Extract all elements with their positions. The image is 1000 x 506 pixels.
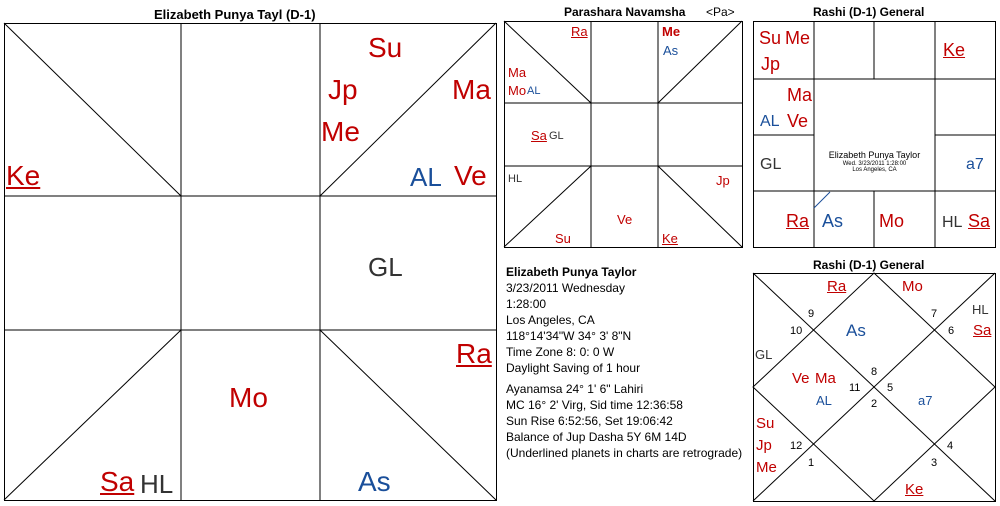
house-number: 1 <box>808 457 815 469</box>
rs-special-al: AL <box>760 113 780 130</box>
rn-planet-me: Me <box>756 459 777 476</box>
house-number: 10 <box>790 325 803 337</box>
rn-planet-sa: Sa <box>973 322 992 339</box>
rashi-square-title: Rashi (D-1) General <box>813 5 925 19</box>
planet-ra: Ra <box>456 338 492 369</box>
birth-place: Los Angeles, CA <box>506 313 595 327</box>
house-number: 11 <box>849 382 861 394</box>
nav-planet-ke: Ke <box>662 231 678 246</box>
ascendant-as: As <box>358 466 391 497</box>
rs-planet-sa: Sa <box>968 211 991 231</box>
rn-planet-jp: Jp <box>756 437 772 454</box>
rn-special-al: AL <box>816 393 832 408</box>
navamsha-title: Parashara Navamsha <box>564 5 686 19</box>
birth-time: 1:28:00 <box>506 297 547 311</box>
rs-planet-ma: Ma <box>787 85 813 105</box>
rn-planet-ma: Ma <box>815 370 836 387</box>
rn-planet-su: Su <box>756 415 775 432</box>
planet-ve: Ve <box>454 160 487 191</box>
special-point-gl: GL <box>368 252 403 282</box>
rs-special-a7: a7 <box>966 156 984 173</box>
nav-planet-mo: Mo <box>508 83 527 98</box>
rn-ascendant-as: As <box>846 321 866 340</box>
sun-rise-set: Sun Rise 6:52:56, Set 19:06:42 <box>506 414 673 428</box>
house-number: 12 <box>790 440 803 452</box>
nav-special-hl: HL <box>508 173 523 185</box>
planet-me: Me <box>321 116 360 147</box>
rs-center-info <box>814 150 935 173</box>
planet-jp: Jp <box>328 74 358 105</box>
rs-planet-me: Me <box>785 28 811 48</box>
rashi-north-title: Rashi (D-1) General <box>813 258 925 272</box>
house-number: 6 <box>948 325 955 337</box>
rn-special-gl: GL <box>755 347 773 362</box>
birth-name: Elizabeth Punya Taylor <box>506 265 637 279</box>
house-number: 8 <box>871 366 878 378</box>
nav-special-gl: GL <box>549 130 564 142</box>
rs-special-gl: GL <box>760 156 782 173</box>
rs-ascendant-as: As <box>822 211 844 231</box>
rs-planet-ra: Ra <box>786 211 810 231</box>
main-chart-title: Elizabeth Punya Tayl (D-1) <box>154 7 316 22</box>
nav-planet-sa: Sa <box>531 128 547 143</box>
rs-planet-ve: Ve <box>787 111 809 131</box>
birth-timezone: Time Zone 8: 0: 0 W <box>506 345 615 359</box>
rs-center-place: Los Angeles, CA <box>852 167 897 173</box>
planet-sa: Sa <box>100 466 135 497</box>
mc-sidtime: MC 16° 2' Virg, Sid time 12:36:58 <box>506 398 683 412</box>
rs-planet-mo: Mo <box>879 211 905 231</box>
planet-mo: Mo <box>229 382 268 413</box>
rs-center-datetime: Wed. 3/23/2011 1:28:00 <box>842 161 907 167</box>
nav-planet-su: Su <box>555 231 571 246</box>
rn-special-hl: HL <box>972 302 989 317</box>
planet-su: Su <box>368 32 403 63</box>
house-number: 3 <box>931 457 938 469</box>
nav-planet-ra: Ra <box>571 24 588 39</box>
rs-planet-su: Su <box>759 28 782 48</box>
nav-planet-ve: Ve <box>617 212 633 227</box>
nav-planet-jp: Jp <box>716 173 730 188</box>
navamsha-tag: <Pa> <box>706 5 735 19</box>
birth-dst: Daylight Saving of 1 hour <box>506 361 641 375</box>
planet-ke: Ke <box>6 160 41 191</box>
rn-planet-ke: Ke <box>905 481 924 498</box>
nav-special-al: AL <box>527 85 541 97</box>
nav-planet-ma: Ma <box>508 65 527 80</box>
birth-coords: 118°14'34"W 34° 3' 8"N <box>506 329 632 343</box>
rs-center-name: Elizabeth Punya Taylor <box>828 150 921 160</box>
house-number: 5 <box>887 382 894 394</box>
dasha-balance: Balance of Jup Dasha 5Y 6M 14D <box>506 430 687 444</box>
birth-date: 3/23/2011 Wednesday <box>506 281 625 295</box>
special-point-al: AL <box>410 162 442 192</box>
house-number: 7 <box>931 308 938 320</box>
rs-planet-ke: Ke <box>943 40 966 60</box>
rn-planet-ve: Ve <box>792 370 810 387</box>
nav-ascendant-as: As <box>663 43 679 58</box>
nav-planet-me: Me <box>662 24 681 39</box>
planet-ma: Ma <box>452 74 491 105</box>
special-point-hl: HL <box>140 469 174 499</box>
rn-special-a7: a7 <box>918 393 933 408</box>
rn-planet-ra: Ra <box>827 278 847 295</box>
house-number: 4 <box>947 440 954 452</box>
rs-special-hl: HL <box>942 214 963 231</box>
ayanamsa: Ayanamsa 24° 1' 6" Lahiri <box>506 382 644 396</box>
rs-planet-jp: Jp <box>761 54 781 74</box>
house-number: 2 <box>871 398 878 410</box>
house-number: 9 <box>808 308 815 320</box>
rn-planet-mo: Mo <box>902 278 923 295</box>
retrograde-note: (Underlined planets in charts are retrograde) <box>506 446 743 460</box>
